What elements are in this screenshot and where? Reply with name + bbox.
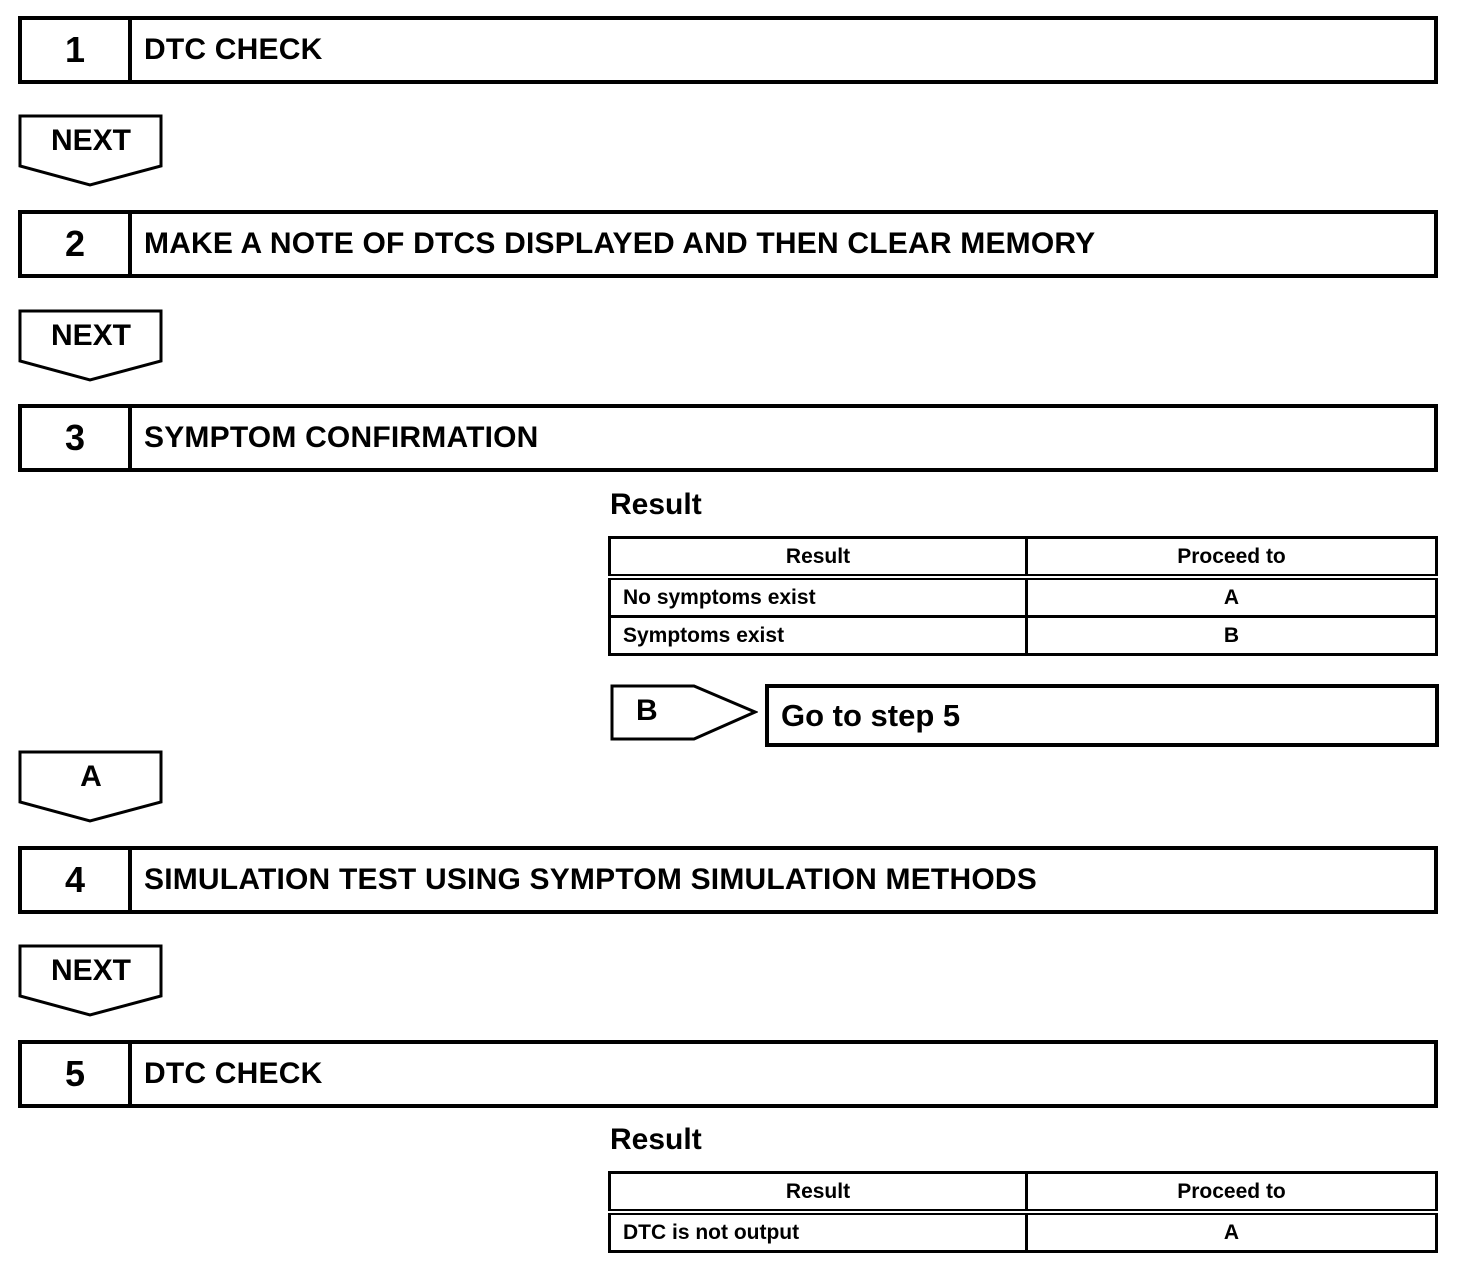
- result-heading: Result: [610, 1123, 702, 1156]
- step-title: SYMPTOM CONFIRMATION: [144, 421, 539, 454]
- step-number: 5: [22, 1044, 132, 1104]
- step-title: DTC CHECK: [144, 1057, 323, 1090]
- table-header-row: [610, 1173, 1437, 1213]
- table-row: [610, 577, 1437, 617]
- next-connector-1: [18, 114, 164, 188]
- step-4-box: [18, 846, 1438, 914]
- result-table-step3: [608, 536, 1438, 656]
- proceed-cell: A: [1027, 577, 1437, 617]
- result-cell: No symptoms exist: [610, 577, 1027, 617]
- next-label: NEXT: [50, 124, 131, 157]
- step-title: MAKE A NOTE OF DTCS DISPLAYED AND THEN CLEAR MEMORY: [144, 227, 1096, 260]
- proceed-cell: A: [1027, 1212, 1437, 1252]
- branch-a-connector: [18, 750, 164, 824]
- result-heading: Result: [610, 488, 702, 521]
- result-cell: Symptoms exist: [610, 617, 1027, 655]
- branch-a-label: A: [80, 760, 102, 793]
- step-number: 1: [22, 20, 132, 80]
- step-number: 4: [22, 850, 132, 910]
- header-proceed-to: Proceed to: [1027, 1173, 1437, 1213]
- proceed-cell: B: [1027, 617, 1437, 655]
- step-2-box: [18, 210, 1438, 278]
- table-header-row: [610, 538, 1437, 578]
- goto-step-5-box: Go to step 5: [765, 684, 1439, 747]
- step-1-box: [18, 16, 1438, 84]
- step-5-box: [18, 1040, 1438, 1108]
- next-label: NEXT: [50, 319, 131, 352]
- table-row: [610, 1212, 1437, 1252]
- step-number: 2: [22, 214, 132, 274]
- branch-b-label: B: [636, 694, 658, 727]
- next-connector-4: [18, 944, 164, 1018]
- table-row: [610, 617, 1437, 655]
- header-result: Result: [610, 538, 1027, 578]
- next-connector-2: [18, 309, 164, 383]
- result-table-step5: [608, 1171, 1438, 1253]
- step-3-box: [18, 404, 1438, 472]
- branch-b-arrow: [610, 684, 758, 742]
- step-title: SIMULATION TEST USING SYMPTOM SIMULATION METHODS: [144, 863, 1037, 896]
- arrow-right-icon: [610, 684, 758, 742]
- next-label: NEXT: [50, 954, 131, 987]
- step-title: DTC CHECK: [144, 33, 323, 66]
- step-number: 3: [22, 408, 132, 468]
- header-result: Result: [610, 1173, 1027, 1213]
- header-proceed-to: Proceed to: [1027, 538, 1437, 578]
- result-cell: DTC is not output: [610, 1212, 1027, 1252]
